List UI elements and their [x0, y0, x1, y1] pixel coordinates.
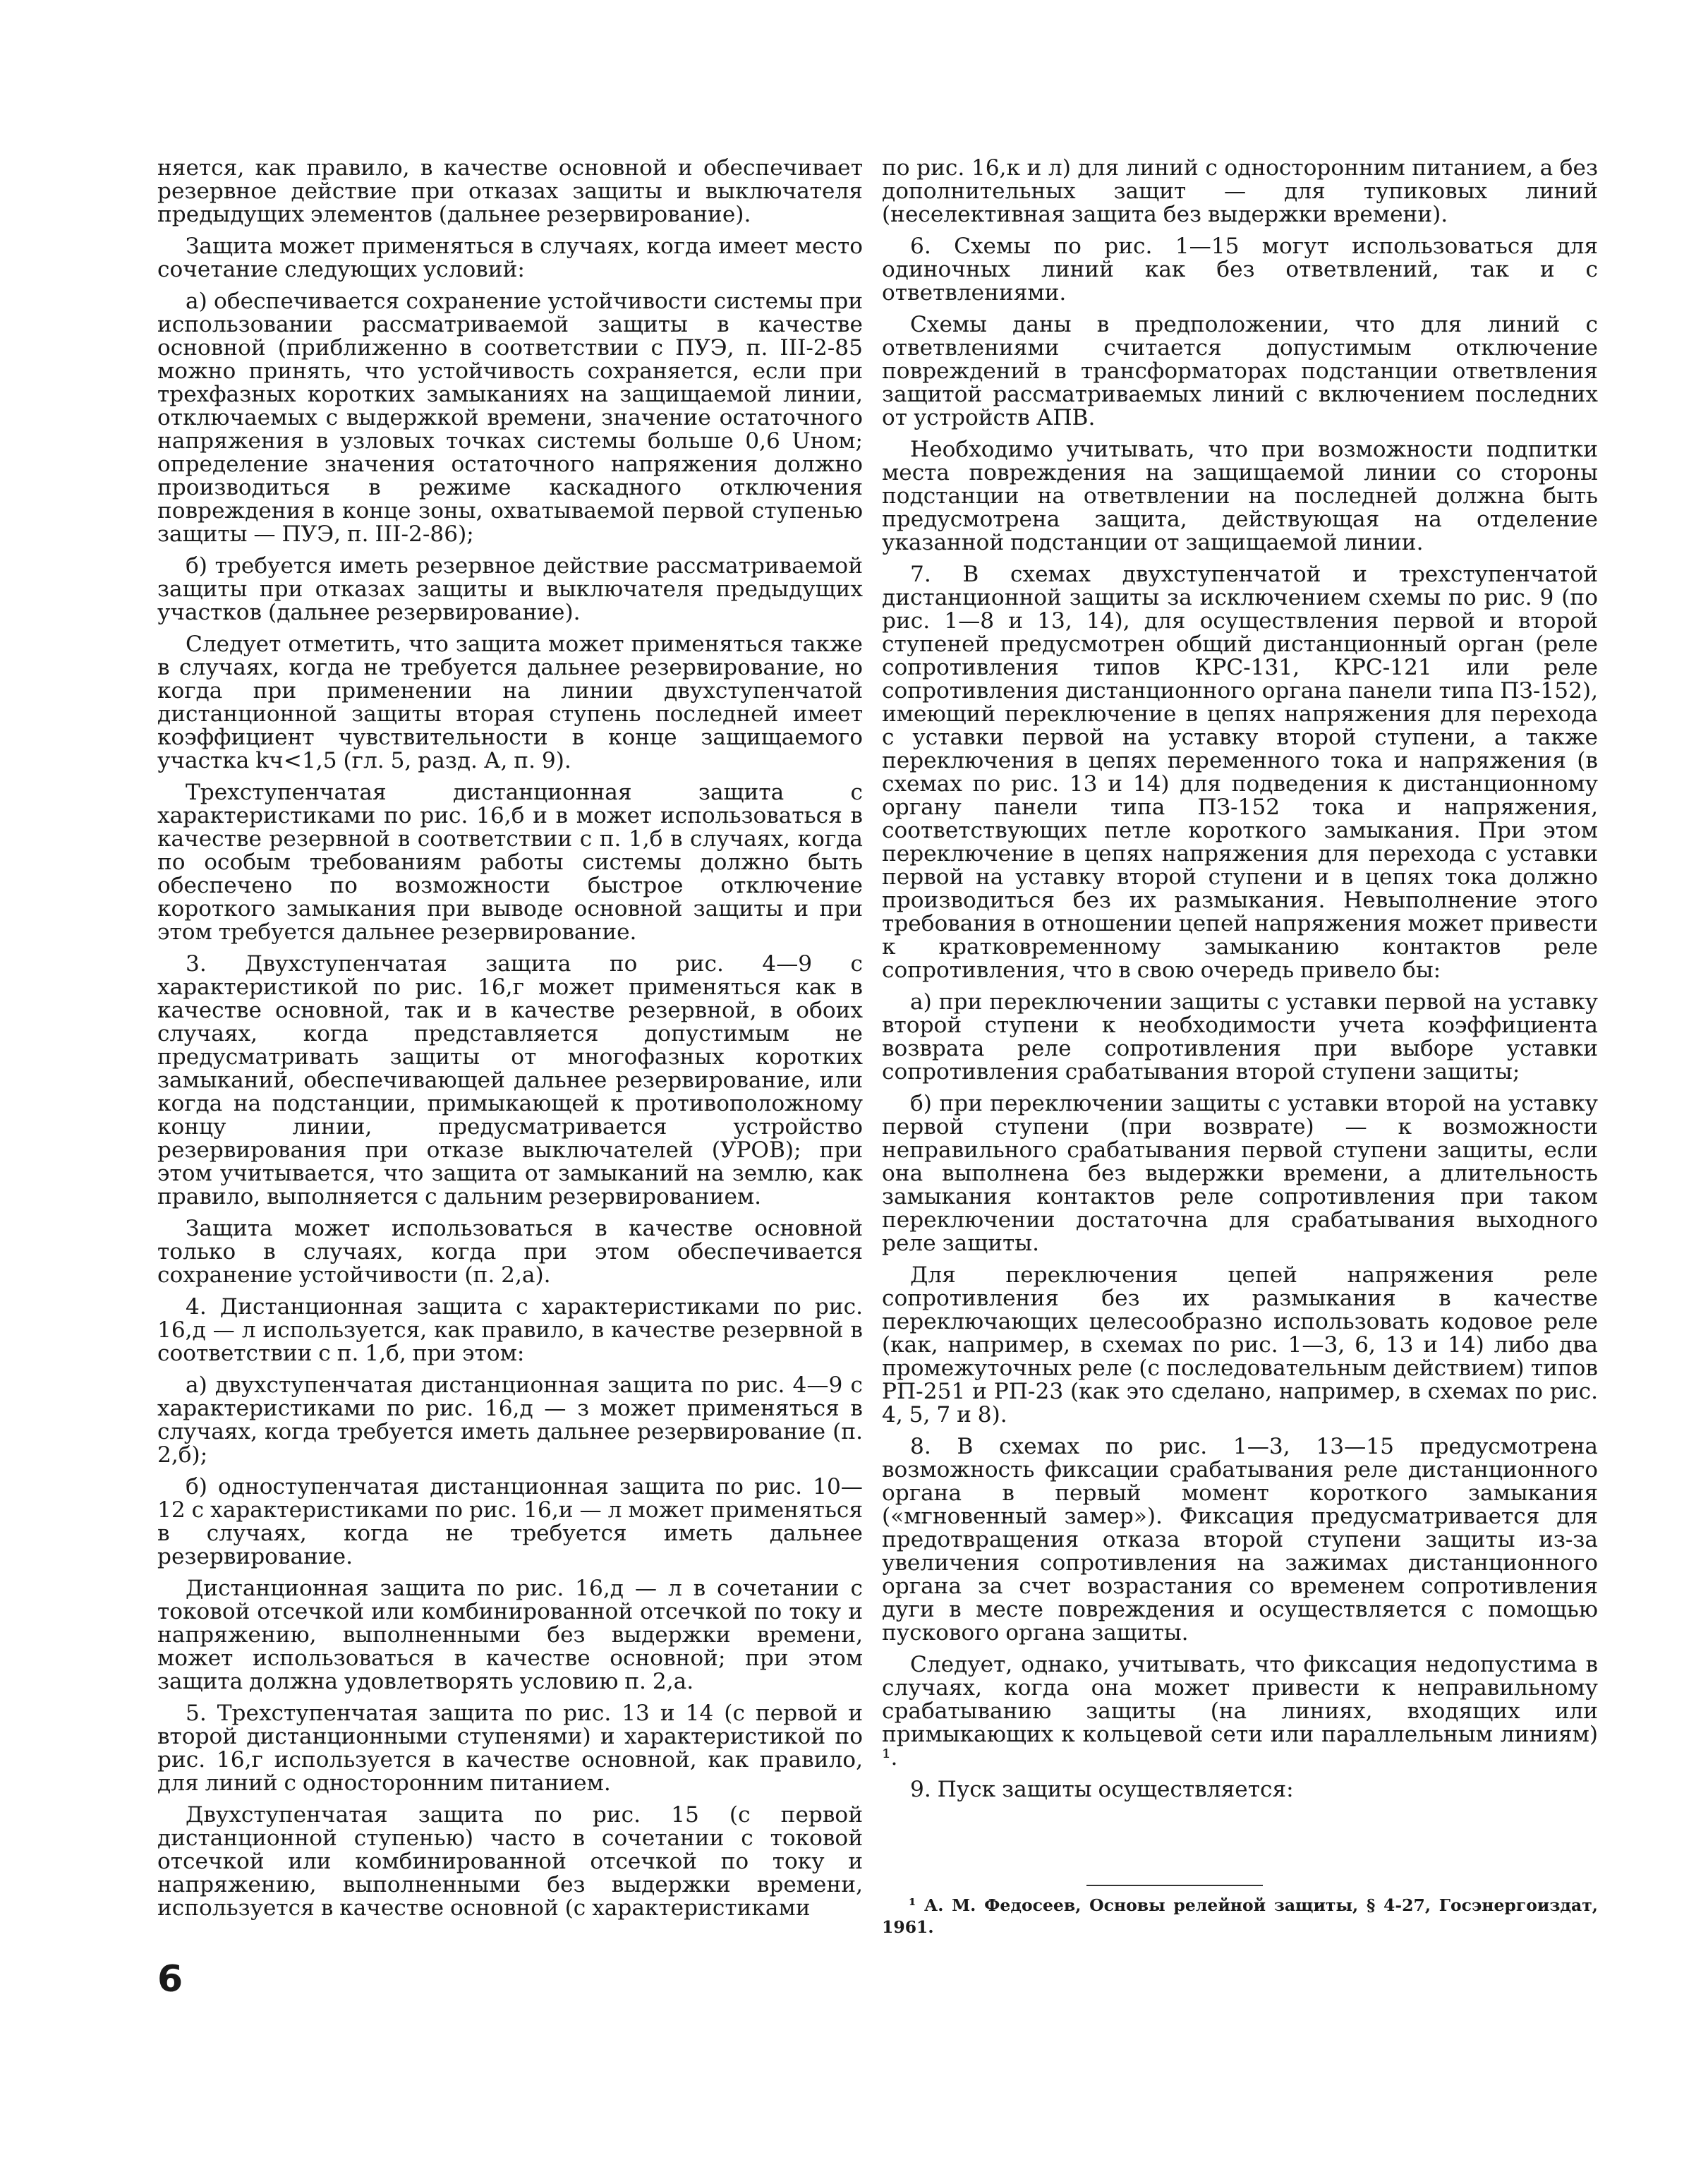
- paragraph: 4. Дистанционная защита с характеристиками по рис. 16,д — л используется, как правило, в качестве резервной в соответствии с п. 1,б, при этом:: [157, 1294, 863, 1366]
- paragraph: б) требуется иметь резервное действие рассматриваемой защиты при отказах защиты и выключателя предыдущих участков (дальнее резервирование).: [157, 553, 863, 625]
- paragraph: Защита может применяться в случаях, когда имеет место сочетание следующих условий:: [157, 234, 863, 282]
- paragraph: Следует отметить, что защита может применяться также в случаях, когда не требуется дальнее резервирование, но когда при применении на линии двухступенчатой дистанционной защиты вторая ступень последней имеет коэффициент чувствительности в конце защищаемого участка kч<1,5 (гл. 5, разд. А, п. 9).: [157, 632, 863, 773]
- paragraph: Схемы даны в предположении, что для линий с ответвлениями считается допустимым отключение повреждений в трансформаторах подстанции ответвления защитой рассматриваемых линий с включением последних от устройств АПВ.: [882, 312, 1598, 430]
- paragraph: б) при переключении защиты с уставки второй на уставку первой ступени (при возврате) — к возможности неправильного срабатывания первой ступени защиты, если она выполнена без выдержки времени, а длительность замыкания контактов реле сопротивления при таком переключении достаточна для срабатывания выходного реле защиты.: [882, 1091, 1598, 1256]
- page-number: 6: [157, 1958, 183, 2000]
- left-text-column: [157, 157, 863, 1928]
- paragraph: 7. В схемах двухступенчатой и трехступенчатой дистанционной защиты за исключением схемы по рис. 9 (по рис. 1—8 и 13, 14), для осуществления первой и второй ступеней предусмотрен общий дистанционный орган (реле сопротивления типов КРС-131, КРС-121 или реле сопротивления дистанционного органа панели типа ПЗ-152), имеющий переключение в цепях напряжения для перехода с уставки первой на уставку второй ступени, а также переключения в цепях переменного тока и напряжения (в схемах по рис. 13 и 14) для подведения к дистанционному органу панели типа ПЗ-152 тока и напряжения, соответствующих петле короткого замыкания. При этом переключение в цепях напряжения для перехода с уставки первой на уставку второй ступени и в цепях тока должно производиться без их размыкания. Невыполнение этого требования в отношении цепей напряжения может привести к кратковременному замыканию контактов реле сопротивления, что в свою очередь привело бы:: [882, 562, 1598, 983]
- right-text-column: [882, 157, 1598, 1810]
- footnote-divider: [1086, 1885, 1263, 1886]
- paragraph: Необходимо учитывать, что при возможности подпитки места повреждения на защищаемой линии со стороны подстанции на ответвлении на последней должна быть предусмотрена защита, действующая на отделение указанной подстанции от защищаемой линии.: [882, 437, 1598, 555]
- paragraph: Следует, однако, учитывать, что фиксация недопустима в случаях, когда она может привести к неправильному срабатыванию защиты (на линиях, входящих или примыкающих к кольцевой сети или параллельным линиям) ¹.: [882, 1652, 1598, 1770]
- paragraph: Двухступенчатая защита по рис. 15 (с первой дистанционной ступенью) часто в сочетании с токовой отсечкой или комбинированной отсечкой по току и напряжению, выполненными без выдержки времени, используется в качестве основной (с характеристиками: [157, 1802, 863, 1921]
- paragraph: Защита может использоваться в качестве основной только в случаях, когда при этом обеспечивается сохранение устойчивости (п. 2,а).: [157, 1216, 863, 1288]
- paragraph: Дистанционная защита по рис. 16,д — л в сочетании с токовой отсечкой или комбинированной отсечкой по току и напряжению, выполненными без выдержки времени, может использоваться в качестве основной; при этом защита должна удовлетворять условию п. 2,а.: [157, 1576, 863, 1694]
- paragraph: Трехступенчатая дистанционная защита с характеристиками по рис. 16,б и в может использоваться в качестве резервной в соответствии с п. 1,б в случаях, когда по особым требованиям работы системы должно быть обеспечено по возможности быстрое отключение короткого замыкания при выводе основной защиты и при этом требуется дальнее резервирование.: [157, 780, 863, 945]
- paragraph: 3. Двухступенчатая защита по рис. 4—9 с характеристикой по рис. 16,г может применяться как в качестве основной, так и в качестве резервной, в обоих случаях, когда представляется допустимым не предусматривать защиты от многофазных коротких замыканий, обеспечивающей дальнее резервирование, или когда на подстанции, примыкающей к противоположному концу линии, предусматривается устройство резервирования при отказе выключателей (УРОВ); при этом учитывается, что защита от замыканий на землю, как правило, выполняется с дальним резервированием.: [157, 951, 863, 1209]
- paragraph: по рис. 16,к и л) для линий с односторонним питанием, а без дополнительных защит — для тупиковых линий (неселективная защита без выдержки времени).: [882, 155, 1598, 227]
- paragraph: 8. В схемах по рис. 1—3, 13—15 предусмотрена возможность фиксации срабатывания реле дистанционного органа в первый момент короткого замыкания («мгновенный замер»). Фиксация предусматривается для предотвращения отказа второй ступени защиты из-за увеличения сопротивления на зажимах дистанционного органа за счет возрастания со временем сопротивления дуги в месте повреждения и осуществляется с помощью пускового органа защиты.: [882, 1434, 1598, 1646]
- footnote: ¹ А. М. Федосеев, Основы релейной защиты, § 4-27, Госэнергоиздат, 1961.: [882, 1895, 1598, 1937]
- paragraph: а) обеспечивается сохранение устойчивости системы при использовании рассматриваемой защиты в качестве основной (приближенно в соответствии с ПУЭ, п. III-2-85 можно принять, что устойчивость сохраняется, если при трехфазных коротких замыканиях на защищаемой линии, отключаемых с выдержкой времени, значение остаточного напряжения в узловых точках системы больше 0,6 Uном; определение значения остаточного напряжения должно производиться в режиме каскадного отключения повреждения в конце зоны, охватываемой первой ступенью защиты — ПУЭ, п. III-2-86);: [157, 289, 863, 547]
- paragraph: Для переключения цепей напряжения реле сопротивления без их размыкания в качестве переключающих целесообразно использовать кодовое реле (как, например, в схемах по рис. 1—3, 6, 13 и 14) либо два промежуточных реле (с последовательным действием) типов РП-251 и РП-23 (как это сделано, например, в схемах по рис. 4, 5, 7 и 8).: [882, 1262, 1598, 1427]
- paragraph: 9. Пуск защиты осуществляется:: [910, 1777, 1294, 1802]
- paragraph: а) двухступенчатая дистанционная защита по рис. 4—9 с характеристиками по рис. 16,д — з может применяться в случаях, когда требуется иметь дальнее резервирование (п. 2,б);: [157, 1372, 863, 1468]
- paragraph: няется, как правило, в качестве основной и обеспечивает резервное действие при отказах защиты и выключателя предыдущих элементов (дальнее резервирование).: [157, 155, 863, 227]
- paragraph: 5. Трехступенчатая защита по рис. 13 и 14 (с первой и второй дистанционными ступенями) и характеристикой по рис. 16,г используется в качестве основной, как правило, для линий с односторонним питанием.: [157, 1701, 863, 1796]
- paragraph: а) при переключении защиты с уставки первой на уставку второй ступени к необходимости учета коэффициента возврата реле сопротивления при выборе уставки сопротивления срабатывания второй ступени защиты;: [882, 989, 1598, 1085]
- paragraph: б) одноступенчатая дистанционная защита по рис. 10—12 с характеристиками по рис. 16,и — л может применяться в случаях, когда не требуется иметь дальнее резервирование.: [157, 1474, 863, 1569]
- paragraph: 6. Схемы по рис. 1—15 могут использоваться для одиночных линий как без ответвлений, так и с ответвлениями.: [882, 234, 1598, 306]
